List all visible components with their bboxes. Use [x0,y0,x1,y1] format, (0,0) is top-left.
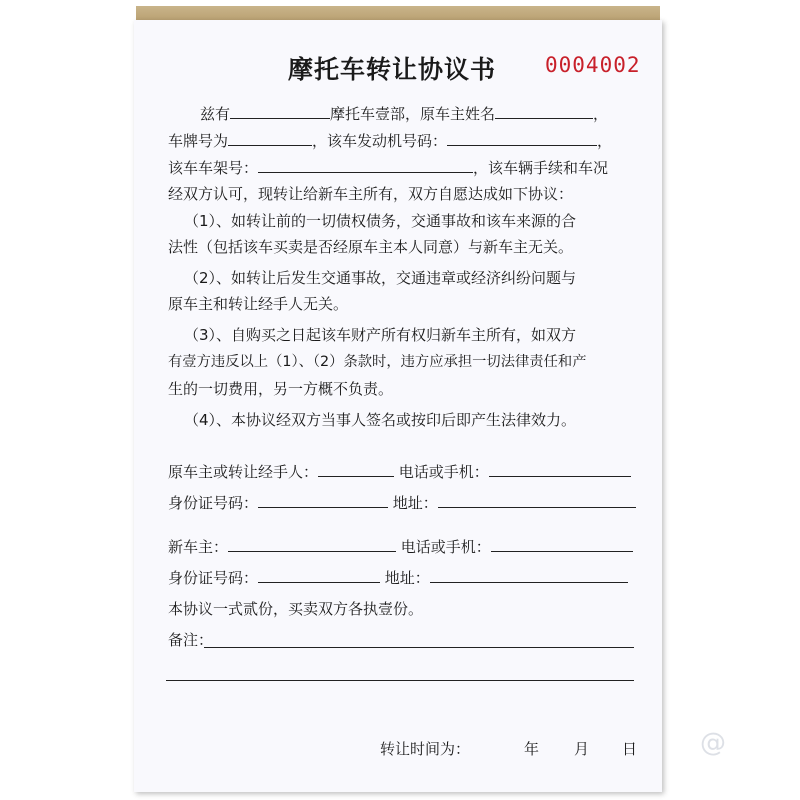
intro-text: ， [593,105,609,123]
clause-3-line-2: 有壹方违反以上（1）、（2）条款时，违方应承担一切法律责任和产 [168,354,587,370]
original-owner-address-blank[interactable] [438,493,636,508]
serial-number: 0004002 [545,53,641,77]
transfer-date-label: 转让时间为： [380,740,471,758]
watermark-icon: @ [700,728,726,758]
new-owner-phone-blank[interactable] [491,537,633,552]
clause-2-line-1: （2）、如转让后发生交通事故，交通违章或经济纠纷问题与 [184,269,577,287]
new-owner-row [168,537,633,557]
original-owner-blank[interactable] [318,462,394,477]
intro-line-1 [200,104,608,124]
intro-text: ，该车辆手续和车况 [473,159,609,177]
new-owner-label: 新车主： [168,538,229,556]
original-owner-row [168,462,631,482]
intro-text: ， [597,132,613,150]
date-month: 月 [574,740,590,758]
id-number-label: 身份证号码： [168,494,259,512]
original-owner-label: 原车主或转让经手人： [168,463,319,481]
remarks-label: 备注： [168,631,214,649]
phone-label: 电话或手机： [398,463,489,481]
remarks-line-2[interactable] [166,680,634,681]
plate-number-blank[interactable] [228,131,312,146]
intro-text: 该车车架号： [168,159,259,177]
clause-3-line-3: 生的一切费用，另一方概不负责。 [168,380,394,398]
id-number-label: 身份证号码： [168,569,259,587]
clause-2-line-2: 原车主和转让经手人无关。 [168,295,349,313]
clause-4-line-1: （4）、本协议经双方当事人签名或按印后即产生法律效力。 [184,411,577,429]
address-label: 地址： [384,569,430,587]
clause-1-line-2: 法性（包括该车买卖是否经原车主本人同意）与新车主无关。 [168,238,574,256]
remarks-line-1[interactable] [204,647,634,648]
original-owner-id-blank[interactable] [258,493,388,508]
frame-number-blank[interactable] [258,158,473,173]
intro-line-4: 经双方认可，现转让给新车主所有，双方自愿达成如下协议： [168,185,574,203]
new-owner-blank[interactable] [228,537,396,552]
intro-line-3 [168,158,608,178]
intro-text: 摩托车壹部，原车主姓名 [330,105,496,123]
original-owner-id-row [168,493,636,513]
clause-1-line-1: （1）、如转让前的一切债权债务，交通事故和该车来源的合 [184,212,577,230]
document-title: 摩托车转让协议书 [288,55,497,84]
address-label: 地址： [392,494,438,512]
copies-note: 本协议一式贰份，买卖双方各执壹份。 [168,600,424,618]
vehicle-blank[interactable] [230,104,330,119]
intro-text: 车牌号为 [168,132,229,150]
clause-3-line-1: （3）、自购买之日起该车财产所有权归新车主所有，如双方 [184,326,577,344]
original-owner-phone-blank[interactable] [489,462,631,477]
intro-text: 兹有 [200,105,231,123]
new-owner-address-blank[interactable] [430,568,628,583]
date-year: 年 [524,740,540,758]
engine-number-blank[interactable] [447,131,597,146]
new-owner-id-blank[interactable] [258,568,380,583]
date-day: 日 [622,740,638,758]
owner-name-blank[interactable] [495,104,593,119]
intro-text: ，该车发动机号码： [312,132,448,150]
new-owner-id-row [168,568,628,588]
phone-label: 电话或手机： [400,538,491,556]
intro-line-2 [168,131,612,151]
